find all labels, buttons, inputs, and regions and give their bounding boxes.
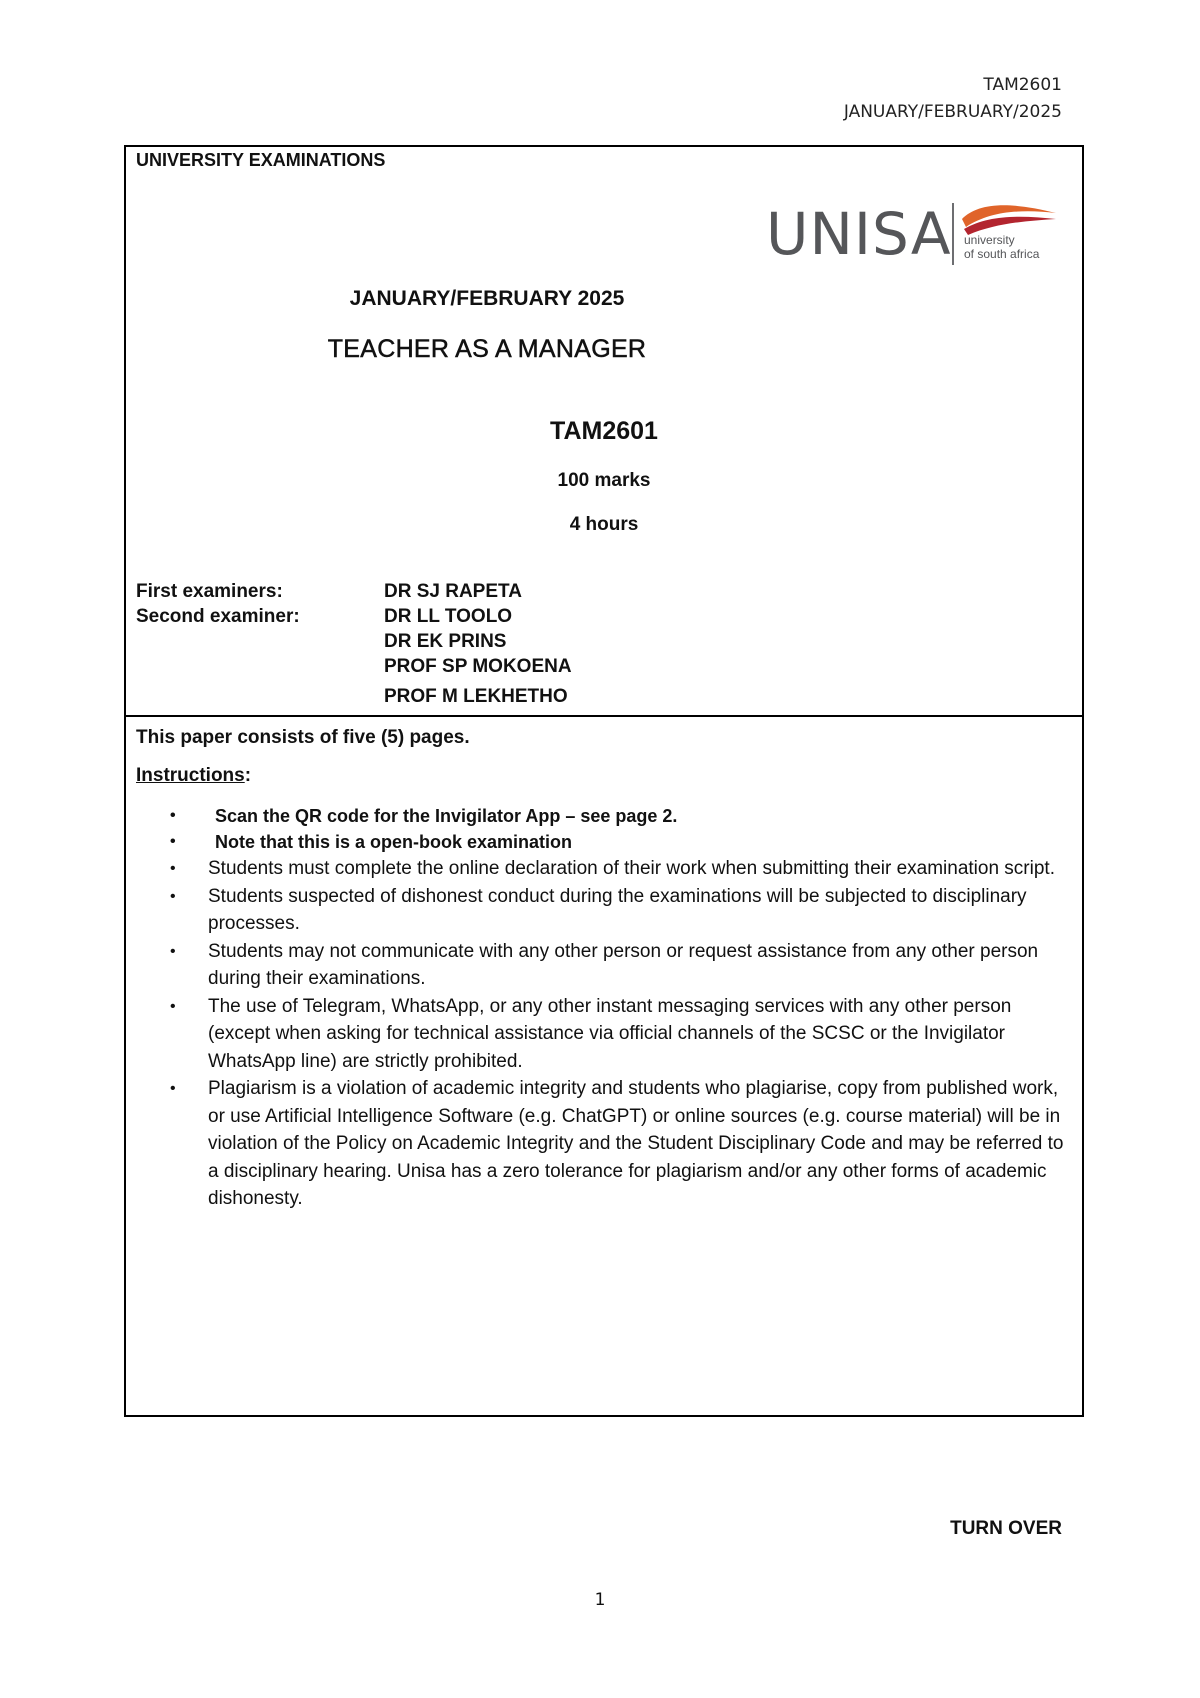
instruction-text: Students suspected of dishonest conduct during the examinations will be subjected to disciplinary processes.	[208, 885, 1027, 934]
bullet-icon: •	[170, 887, 176, 905]
instructions-heading-colon: :	[244, 765, 252, 786]
logo-wordmark: UNISA	[766, 200, 952, 268]
instruction-text: Students must complete the online declaration of their work when submitting their examination script.	[208, 858, 1055, 879]
instruction-item	[136, 1075, 1072, 1213]
instruction-text: The use of Telegram, WhatsApp, or any other instant messaging services with any other person (except when asking for technical assistance via official channels of the SCSC or the Invigilator WhatsApp line) are strictly prohibited.	[208, 995, 1012, 1072]
exam-duration: 4 hours	[569, 514, 639, 535]
instruction-item	[136, 883, 1072, 938]
examiner-name: DR SJ RAPETA	[384, 581, 522, 602]
swoosh-icon	[960, 199, 1058, 235]
instruction-text: Plagiarism is a violation of academic integrity and students who plagiarise, copy from published work, or use Artificial Intelligence Software (e.g. ChatGPT) or online sources (e.g. course material) will be in violation of the Policy on Academic Integrity and the Student Disciplinary Code and may be referred to a disciplinary hearing. Unisa has a zero tolerance for plagiarism and/or any other forms of academic dishonesty.	[208, 1078, 1064, 1209]
instructions-list	[136, 803, 1072, 1213]
instruction-item	[136, 993, 1072, 1076]
bullet-icon: •	[170, 860, 176, 877]
bullet-icon: •	[170, 833, 176, 850]
turn-over-label: TURN OVER	[950, 1518, 1062, 1539]
instruction-item	[136, 938, 1072, 993]
exam-date: JANUARY/FEBRUARY 2025	[349, 287, 625, 310]
examiner-name: PROF SP MOKOENA	[384, 656, 572, 677]
second-examiner-label: Second examiner:	[136, 606, 300, 627]
examiner-name: DR EK PRINS	[384, 631, 507, 652]
bullet-icon: •	[170, 942, 176, 960]
logo-tagline-line-2: of south africa	[964, 247, 1040, 261]
bullet-icon: •	[170, 1080, 176, 1097]
instructions-heading	[136, 765, 1072, 787]
exam-cover-box	[124, 145, 1084, 1417]
instruction-item	[136, 829, 1072, 855]
logo-tagline-line-1: university	[964, 233, 1015, 247]
header-course-code: TAM2601	[983, 75, 1062, 95]
logo-tagline	[964, 233, 1039, 261]
page-header	[844, 72, 1062, 126]
cover-details-section	[126, 147, 1082, 717]
course-code: TAM2601	[550, 417, 658, 445]
logo-divider	[952, 203, 954, 265]
total-marks: 100 marks	[557, 470, 651, 491]
unisa-logo	[766, 199, 1076, 269]
instructions-heading-text: Instructions	[136, 765, 245, 786]
course-title: TEACHER AS A MANAGER	[327, 335, 647, 363]
bullet-icon: •	[170, 807, 176, 824]
instructions-section	[136, 727, 1072, 1213]
header-exam-period: JANUARY/FEBRUARY/2025	[843, 102, 1062, 122]
pages-note: This paper consists of five (5) pages.	[136, 727, 470, 748]
instruction-item	[136, 855, 1072, 883]
instruction-text: Scan the QR code for the Invigilator App – see page 2.	[215, 806, 678, 826]
university-examinations-label: UNIVERSITY EXAMINATIONS	[136, 150, 386, 170]
instruction-text: Students may not communicate with any other person or request assistance from any other person during their examinations.	[208, 940, 1039, 989]
examiner-names	[384, 579, 572, 709]
first-examiners-label: First examiners:	[136, 581, 283, 602]
instruction-text: Note that this is a open-book examination	[215, 832, 573, 852]
bullet-icon: •	[170, 997, 176, 1015]
instruction-item	[136, 803, 1072, 829]
examiner-name: PROF M LEKHETHO	[384, 686, 568, 707]
page-number: 1	[594, 1590, 606, 1610]
examiner-name: DR LL TOOLO	[384, 606, 513, 627]
